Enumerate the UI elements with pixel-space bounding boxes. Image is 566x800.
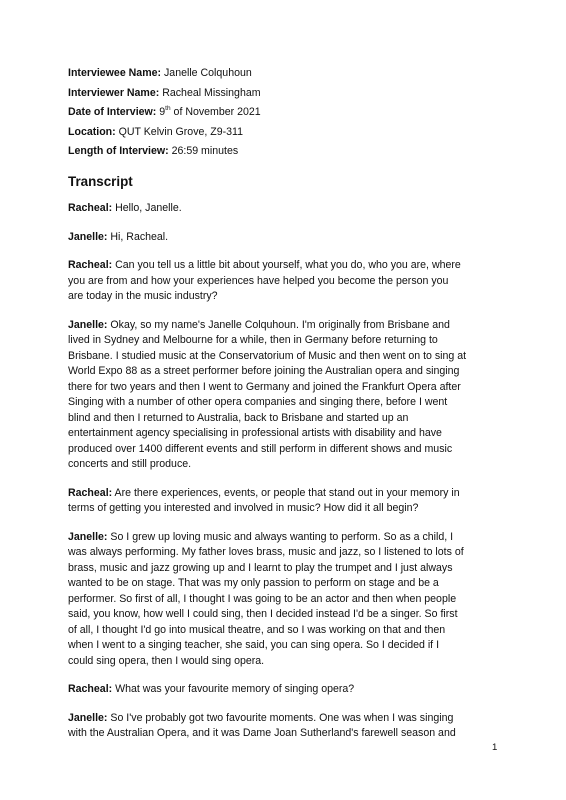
line-text: brass, music and jazz growing up and I learnt to play the trumpet and I just always bbox=[68, 561, 453, 574]
paragraph-gap bbox=[68, 473, 506, 486]
line-text: performer. So first of all, I thought I was going to be an actor and then when people bbox=[68, 592, 457, 605]
interviewee-label: Interviewee Name: bbox=[68, 67, 162, 79]
length-row bbox=[68, 145, 506, 158]
transcript-entry bbox=[68, 486, 506, 517]
transcript-line bbox=[68, 638, 506, 654]
page-number: 1 bbox=[492, 742, 498, 753]
line-text: wanted to be on stage. That was my only passion to perform on stage and be a bbox=[68, 577, 439, 590]
line-text: you are from and how your experiences have helped you become the person you bbox=[68, 274, 449, 287]
interviewer-row bbox=[68, 87, 506, 100]
transcript-line bbox=[68, 258, 506, 274]
date-suffix: th bbox=[165, 105, 171, 113]
location-row bbox=[68, 126, 506, 139]
line-text: Brisbane. I studied music at the Conservatorium of Music and then went on to sing at bbox=[68, 349, 467, 362]
length-label: Length of Interview: bbox=[68, 145, 169, 158]
line-text: Are there experiences, events, or people that stand out in your memory in bbox=[114, 486, 460, 499]
date-rest: of November 2021 bbox=[173, 106, 261, 119]
length-value: 26:59 minutes bbox=[171, 145, 239, 158]
transcript-body bbox=[68, 201, 506, 742]
line-text: So I grew up loving music and always wanting to perform. So as a child, I bbox=[110, 530, 454, 543]
transcript-line bbox=[68, 501, 506, 517]
transcript-line bbox=[68, 561, 506, 577]
transcript-line bbox=[68, 426, 506, 442]
line-text: lived in Sydney and Melbourne for a while, then in Germany before returning to bbox=[68, 334, 438, 347]
transcript-line bbox=[68, 607, 506, 623]
transcript-line bbox=[68, 380, 506, 396]
paragraph-gap bbox=[68, 698, 506, 711]
line-text: could sing opera, then I would sing opera. bbox=[68, 654, 265, 667]
date-day: 9 bbox=[159, 106, 166, 119]
line-text: with the Australian Opera, and it was Dame Joan Sutherland's farewell season and bbox=[68, 727, 456, 740]
line-text: Hello, Janelle. bbox=[115, 202, 182, 215]
transcript-line bbox=[68, 682, 506, 698]
paragraph-gap bbox=[68, 245, 506, 258]
line-text: when I went to a singing teacher, she said, you can sing opera. So I decided if I bbox=[68, 639, 440, 652]
line-text: there for two years and then I went to Germany and joined the Frankfurt Opera after bbox=[68, 380, 461, 393]
transcript-line bbox=[68, 318, 506, 334]
transcript-line bbox=[68, 395, 506, 411]
speaker-label: Racheal: bbox=[68, 259, 113, 272]
speaker-label: Janelle: bbox=[68, 711, 108, 724]
transcript-line bbox=[68, 545, 506, 561]
speaker-label: Racheal: bbox=[68, 202, 113, 215]
transcript-line bbox=[68, 274, 506, 290]
location-value: QUT Kelvin Grove, Z9-311 bbox=[118, 125, 244, 138]
line-text: concerts and still produce. bbox=[68, 458, 192, 471]
transcript-entry bbox=[68, 258, 506, 305]
transcript-line bbox=[68, 201, 506, 217]
line-text: are today in the music industry? bbox=[68, 290, 218, 303]
line-text: What was your favourite memory of singing opera? bbox=[115, 683, 355, 696]
transcript-line bbox=[68, 442, 506, 458]
line-text: Hi, Racheal. bbox=[110, 230, 169, 243]
line-text: entertainment agency specialising in professional artists with disability and have bbox=[68, 427, 442, 440]
interviewee-row bbox=[68, 67, 506, 80]
line-text: Okay, so my name's Janelle Colquhoun. I'm originally from Brisbane and bbox=[110, 318, 450, 331]
line-text: World Expo 88 as a street performer before joining the Australian opera and singing bbox=[68, 365, 460, 378]
transcript-entry bbox=[68, 711, 506, 742]
transcript-line bbox=[68, 486, 506, 502]
transcript-line bbox=[68, 726, 506, 742]
transcript-entry bbox=[68, 530, 506, 670]
transcript-line bbox=[68, 457, 506, 473]
speaker-label: Racheal: bbox=[68, 683, 113, 696]
interviewer-value: Racheal Missingham bbox=[162, 86, 261, 99]
line-text: said, you know, how well I could sing, then I decided instead I'd be a singer. So first bbox=[68, 608, 458, 621]
paragraph-gap bbox=[68, 217, 506, 230]
date-row bbox=[68, 106, 506, 119]
paragraph-gap bbox=[68, 669, 506, 682]
transcript-entry bbox=[68, 318, 506, 473]
transcript-line bbox=[68, 576, 506, 592]
transcript-entry bbox=[68, 230, 506, 246]
transcript-line bbox=[68, 623, 506, 639]
line-text: blind and then I returned to Australia, back to Brisbane and started up an bbox=[68, 411, 409, 424]
paragraph-gap bbox=[68, 517, 506, 530]
transcript-heading: Transcript bbox=[68, 174, 133, 190]
transcript-line bbox=[68, 711, 506, 727]
line-text: Can you tell us a little bit about yourself, what you do, who you are, where bbox=[115, 259, 461, 272]
line-text: was always performing. My father loves brass, music and jazz, so I listened to lots of bbox=[68, 546, 464, 559]
line-text: of all, I thought I'd go into musical theatre, and so I was working on that and then bbox=[68, 623, 446, 636]
transcript-line bbox=[68, 530, 506, 546]
interviewee-value: Janelle Colquhoun bbox=[164, 67, 252, 79]
transcript-line bbox=[68, 349, 506, 365]
transcript-line bbox=[68, 592, 506, 608]
interviewer-label: Interviewer Name: bbox=[68, 86, 160, 99]
line-text: So I've probably got two favourite moments. One was when I was singing bbox=[110, 711, 454, 724]
interview-metadata bbox=[68, 67, 506, 158]
line-text: produced over 1400 different events and still perform in different shows and music bbox=[68, 442, 453, 455]
location-label: Location: bbox=[68, 125, 116, 138]
speaker-label: Racheal: bbox=[68, 486, 113, 499]
paragraph-gap bbox=[68, 305, 506, 318]
speaker-label: Janelle: bbox=[68, 530, 108, 543]
transcript-line bbox=[68, 230, 506, 246]
speaker-label: Janelle: bbox=[68, 318, 108, 331]
transcript-entry bbox=[68, 201, 506, 217]
line-text: Singing with a number of other opera companies and singing there, before I went bbox=[68, 396, 448, 409]
transcript-line bbox=[68, 654, 506, 670]
transcript-entry bbox=[68, 682, 506, 698]
transcript-line bbox=[68, 364, 506, 380]
line-text: terms of getting you interested and involved in music? How did it all begin? bbox=[68, 502, 419, 515]
transcript-line bbox=[68, 333, 506, 349]
transcript-line bbox=[68, 411, 506, 427]
transcript-line bbox=[68, 289, 506, 305]
speaker-label: Janelle: bbox=[68, 230, 108, 243]
date-label: Date of Interview: bbox=[68, 106, 157, 119]
